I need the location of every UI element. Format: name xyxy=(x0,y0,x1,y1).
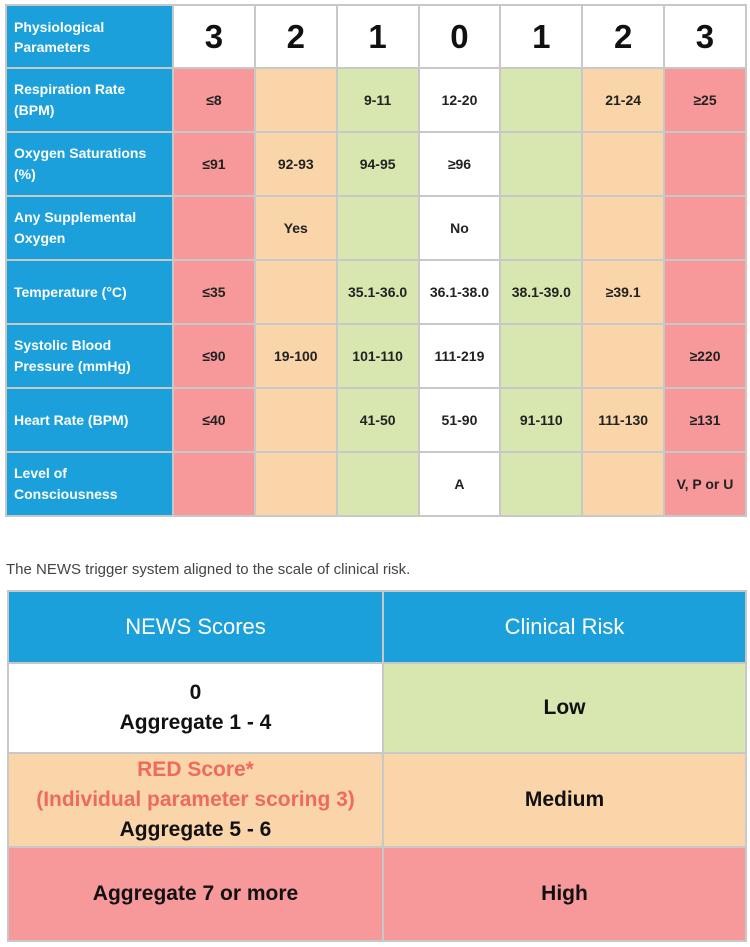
cell-score-1 xyxy=(500,324,582,388)
cell-score-2 xyxy=(582,324,664,388)
table-row-respiration-rate xyxy=(6,68,746,132)
score-cell xyxy=(8,753,383,847)
table-row-oxygen-saturations xyxy=(6,132,746,196)
cell-score-1 xyxy=(337,196,419,260)
cell-score-2: Yes xyxy=(255,196,337,260)
row-label-line2: (%) xyxy=(14,166,36,182)
cell-score-0: A xyxy=(419,452,501,516)
score-cell: Aggregate 7 or more xyxy=(8,847,383,941)
cell-score-0: No xyxy=(419,196,501,260)
row-label xyxy=(6,68,173,132)
risk-cell-medium: Medium xyxy=(383,753,746,847)
cell-score-1: 9-11 xyxy=(337,68,419,132)
cell-score-2: ≥39.1 xyxy=(582,260,664,324)
row-label-line1: Temperature (°C) xyxy=(14,283,127,300)
row-label-line2: Pressure (mmHg) xyxy=(14,358,131,374)
row-label xyxy=(6,196,173,260)
cell-score-3 xyxy=(664,196,746,260)
cell-score-1 xyxy=(337,452,419,516)
trigger-row-high xyxy=(8,847,746,941)
cell-score-1: 91-110 xyxy=(500,388,582,452)
score-header-2-left: 2 xyxy=(255,5,337,68)
row-label-line1: Systolic Blood xyxy=(14,337,112,353)
cell-score-2 xyxy=(255,260,337,324)
row-label-line2: Oxygen xyxy=(14,230,66,246)
table-row-consciousness xyxy=(6,452,746,516)
cell-score-3: ≤90 xyxy=(173,324,255,388)
table-row-supplemental-oxygen xyxy=(6,196,746,260)
row-label-line1: Any Supplemental xyxy=(14,209,137,225)
cell-score-3: ≤91 xyxy=(173,132,255,196)
cell-score-3: ≤8 xyxy=(173,68,255,132)
cell-score-2 xyxy=(582,452,664,516)
cell-score-3: V, P or U xyxy=(664,452,746,516)
risk-cell-high: High xyxy=(383,847,746,941)
cell-score-2: 111-130 xyxy=(582,388,664,452)
row-label-line1: Respiration Rate xyxy=(14,81,126,97)
table-row-temperature xyxy=(6,260,746,324)
score-header-2-right: 2 xyxy=(582,5,664,68)
cell-score-1: 94-95 xyxy=(337,132,419,196)
cell-score-1 xyxy=(500,196,582,260)
cell-score-3 xyxy=(173,196,255,260)
cell-score-1: 38.1-39.0 xyxy=(500,260,582,324)
cell-score-2 xyxy=(582,196,664,260)
cell-score-3 xyxy=(664,260,746,324)
row-label-line1: Oxygen Saturations xyxy=(14,145,147,161)
row-label-line2: Consciousness xyxy=(14,486,118,502)
trigger-row-low xyxy=(8,663,746,753)
score-cell xyxy=(8,663,383,753)
row-label xyxy=(6,452,173,516)
trigger-row-medium xyxy=(8,753,746,847)
news-trigger-table xyxy=(7,590,747,942)
score-header-3-left: 3 xyxy=(173,5,255,68)
row-label-line2: (BPM) xyxy=(14,102,55,118)
trigger-header-row xyxy=(8,591,746,663)
table-row-heart-rate xyxy=(6,388,746,452)
news-header-row xyxy=(6,5,746,68)
red-score-line: (Individual parameter scoring 3) xyxy=(36,788,355,811)
cell-score-3: ≥131 xyxy=(664,388,746,452)
cell-score-2 xyxy=(255,452,337,516)
cell-score-3 xyxy=(664,132,746,196)
cell-score-2: 21-24 xyxy=(582,68,664,132)
cell-score-2 xyxy=(255,68,337,132)
cell-score-2: 19-100 xyxy=(255,324,337,388)
cell-score-0: ≥96 xyxy=(419,132,501,196)
cell-score-3: ≤35 xyxy=(173,260,255,324)
cell-score-2 xyxy=(582,132,664,196)
cell-score-3: ≥220 xyxy=(664,324,746,388)
param-header-line2: Parameters xyxy=(14,38,91,55)
row-label-line1: Level of xyxy=(14,465,67,481)
cell-score-0: 12-20 xyxy=(419,68,501,132)
cell-score-3 xyxy=(173,452,255,516)
row-label-line1: Heart Rate (BPM) xyxy=(14,411,129,428)
cell-score-1 xyxy=(500,68,582,132)
row-label xyxy=(6,132,173,196)
cell-score-1 xyxy=(500,132,582,196)
news-scores-header: NEWS Scores xyxy=(8,591,383,663)
row-label xyxy=(6,388,173,452)
cell-score-2: 92-93 xyxy=(255,132,337,196)
clinical-risk-header: Clinical Risk xyxy=(383,591,746,663)
risk-cell-low: Low xyxy=(383,663,746,753)
trigger-caption: The NEWS trigger system aligned to the scale of clinical risk. xyxy=(6,561,411,578)
cell-score-0: 36.1-38.0 xyxy=(419,260,501,324)
score-header-3-right: 3 xyxy=(664,5,746,68)
table-row-systolic-bp xyxy=(6,324,746,388)
cell-score-1: 101-110 xyxy=(337,324,419,388)
score-line: Aggregate 1 - 4 xyxy=(119,711,272,734)
cell-score-3: ≥25 xyxy=(664,68,746,132)
score-header-1-left: 1 xyxy=(337,5,419,68)
score-line: 0 xyxy=(189,681,202,704)
score-header-0: 0 xyxy=(419,5,501,68)
cell-score-1 xyxy=(500,452,582,516)
cell-score-0: 51-90 xyxy=(419,388,501,452)
score-line: Aggregate 5 - 6 xyxy=(119,818,272,841)
cell-score-2 xyxy=(255,388,337,452)
cell-score-3: ≤40 xyxy=(173,388,255,452)
news-scoring-table xyxy=(5,4,747,517)
param-header-line1: Physiological xyxy=(14,18,105,35)
row-label xyxy=(6,260,173,324)
score-header-1-right: 1 xyxy=(500,5,582,68)
param-header-cell xyxy=(6,5,173,68)
row-label xyxy=(6,324,173,388)
cell-score-0: 111-219 xyxy=(419,324,501,388)
red-score-line: RED Score* xyxy=(137,758,254,781)
cell-score-1: 41-50 xyxy=(337,388,419,452)
cell-score-1: 35.1-36.0 xyxy=(337,260,419,324)
